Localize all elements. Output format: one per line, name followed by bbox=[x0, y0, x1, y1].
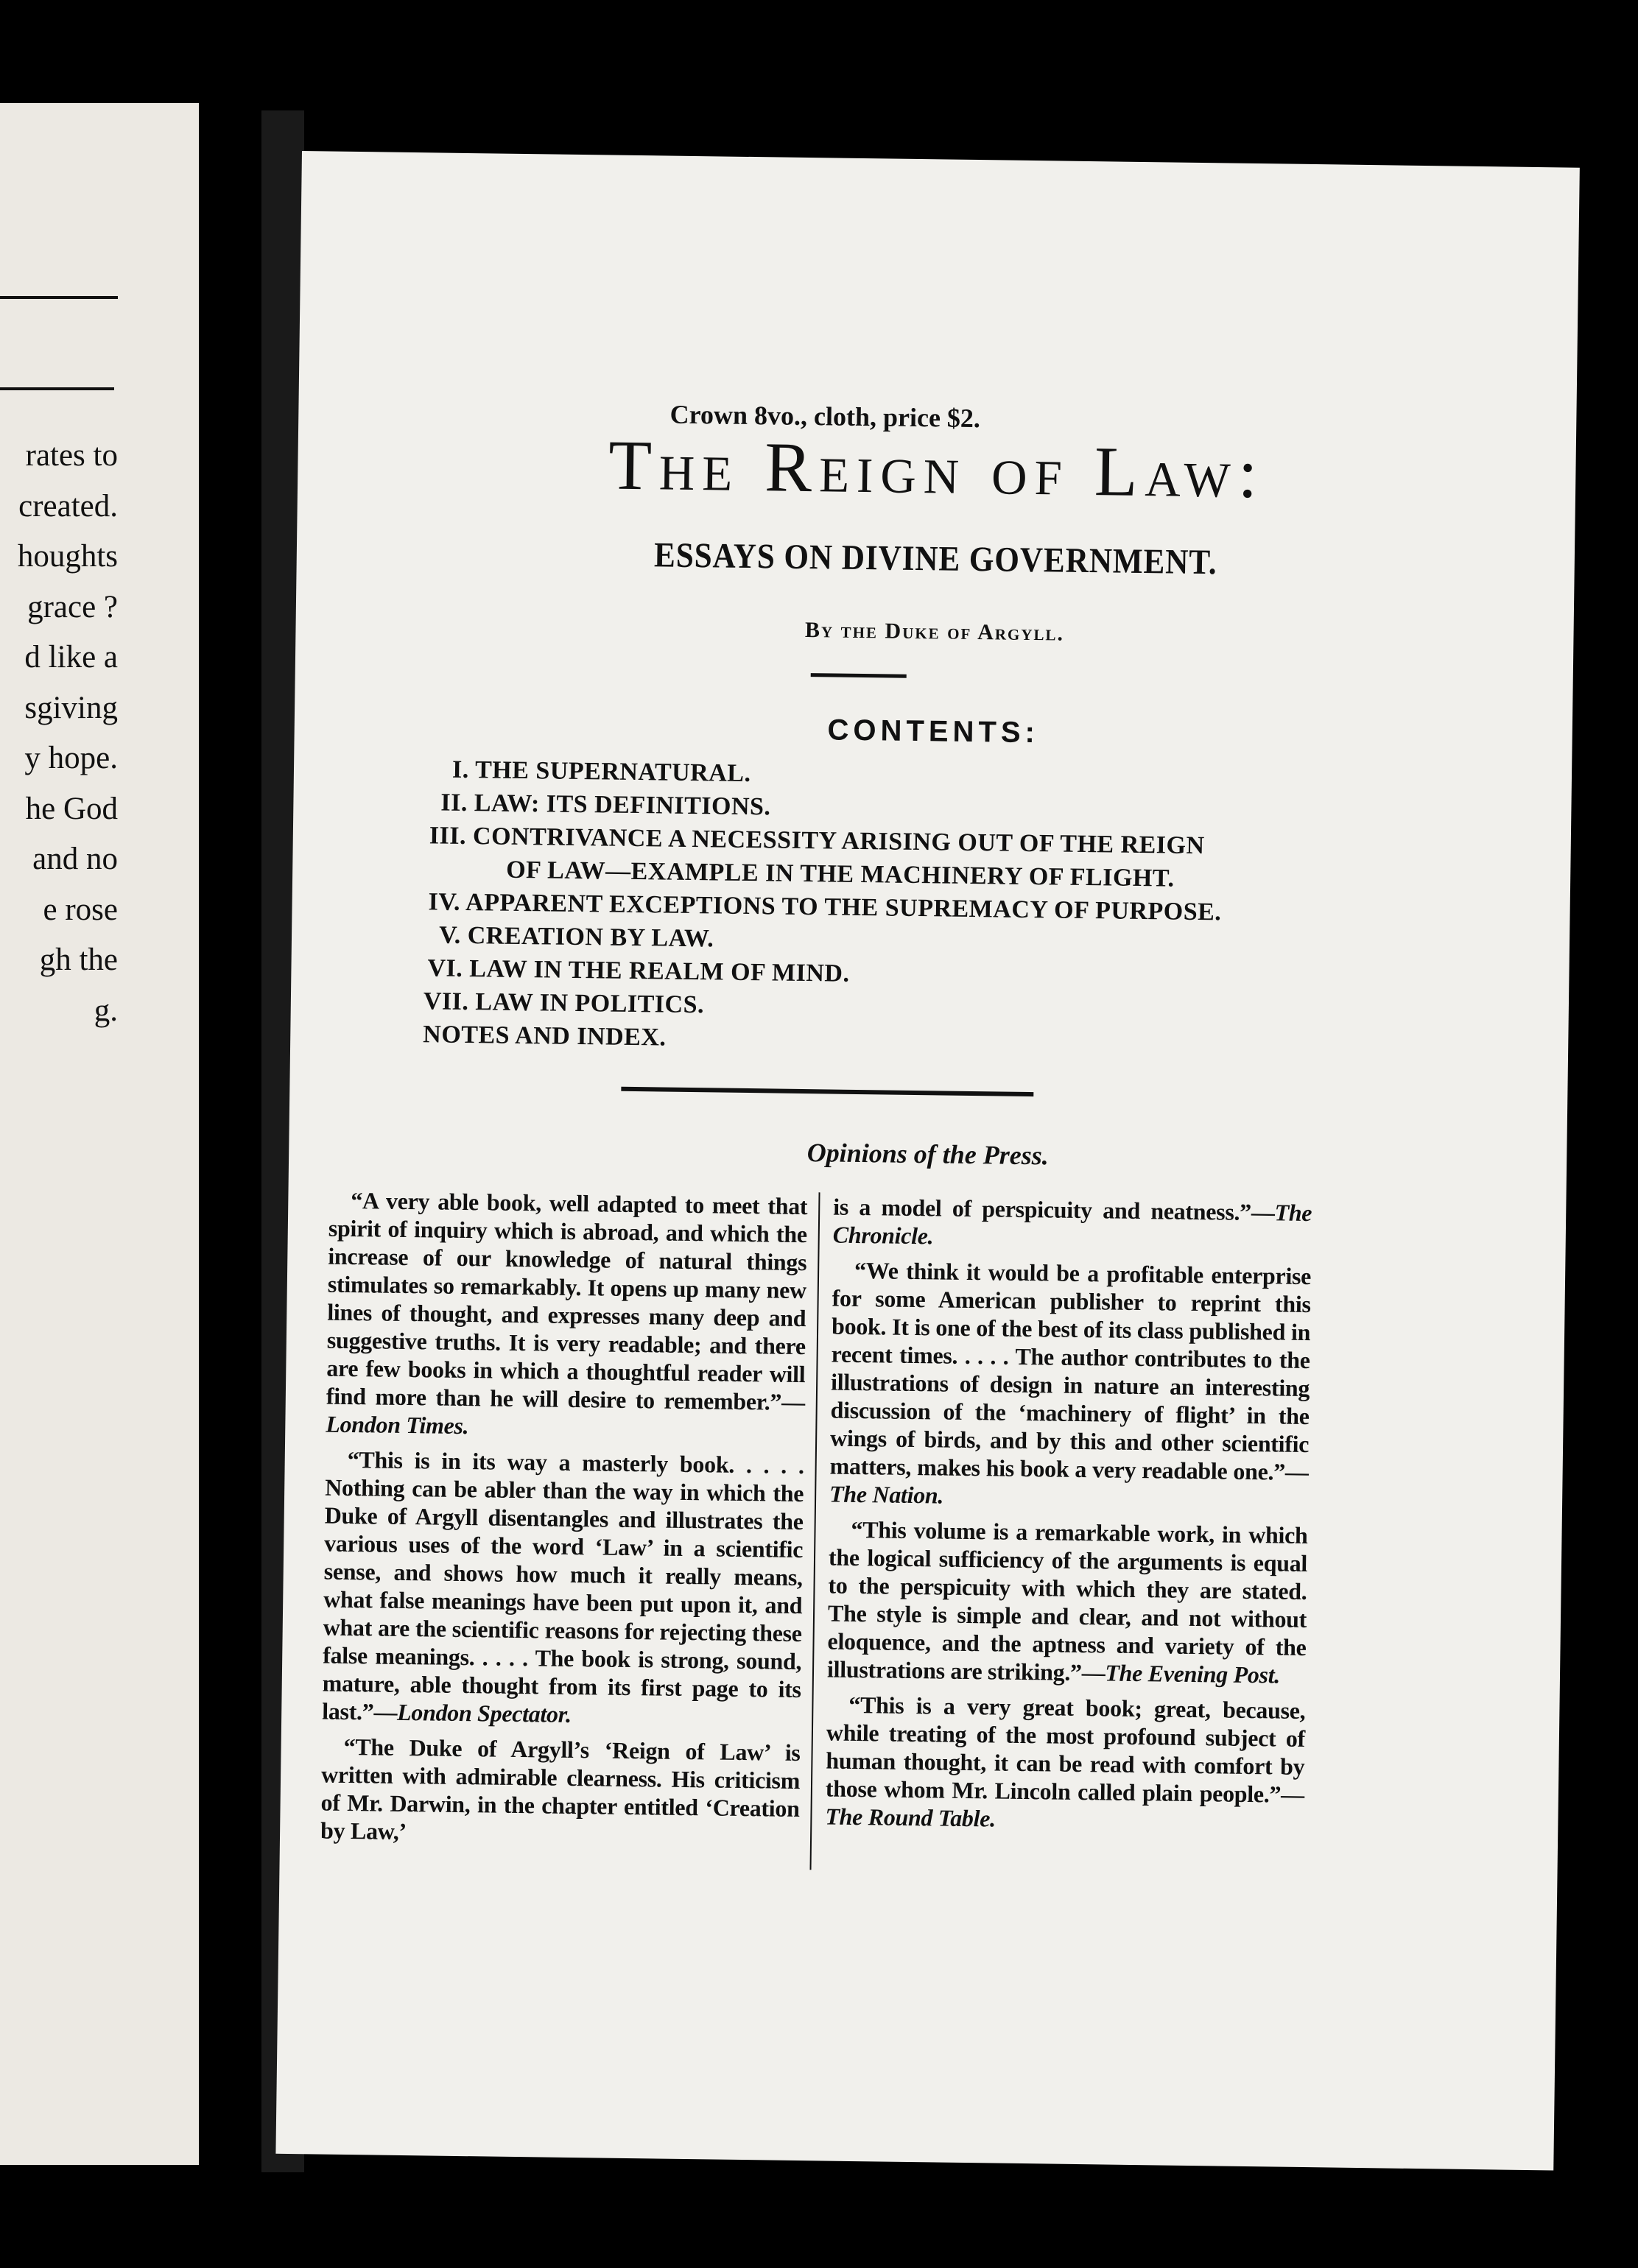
review-text: “We think it would be a profitable enterprise for some American publisher to reprint this book. It is one of the best of its class published in recent times. . . . . The author contributes to the illustrations of design in nature an interesting discussion of the ‘machinery of flight’ in the wings of birds, and by this and other scientific matters, makes his book a very readable one.”— bbox=[829, 1256, 1312, 1486]
left-page-line: and no bbox=[32, 842, 118, 876]
review-quote bbox=[326, 1186, 807, 1444]
left-page-line: grace ? bbox=[27, 589, 118, 624]
book-title: The Reign of Law: bbox=[608, 425, 1266, 513]
contents-item: VII. LAW IN POLITICS. bbox=[423, 987, 705, 1019]
contents-item: NOTES AND INDEX. bbox=[423, 1021, 667, 1052]
contents-item: V. CREATION BY LAW. bbox=[438, 921, 714, 953]
left-page-line: d like a bbox=[24, 640, 118, 675]
author-byline: By the Duke of Argyll. bbox=[804, 617, 1065, 646]
review-quote bbox=[827, 1515, 1308, 1689]
reviews-right-column bbox=[825, 1193, 1312, 1844]
contents-heading: CONTENTS: bbox=[827, 714, 1040, 750]
left-page-line: sgiving bbox=[24, 690, 118, 725]
contents-item: IV. APPARENT EXCEPTIONS TO THE SUPREMACY OF PURPOSE. bbox=[428, 888, 1222, 926]
advertisement-page bbox=[275, 151, 1579, 2170]
contents-list bbox=[423, 753, 1472, 1065]
review-quote bbox=[322, 1445, 804, 1731]
review-quote bbox=[829, 1256, 1311, 1514]
reviews-left-column bbox=[320, 1186, 808, 1858]
contents-item: I. THE SUPERNATURAL. bbox=[451, 756, 751, 788]
review-text: is a model of perspicuity and neatness.”— bbox=[833, 1193, 1275, 1226]
review-text: “The Duke of Argyll’s ‘Reign of Law’ is written with admirable clearness. His criticism of Mr. Darwin, in the chapter entitled ‘Creation by Law,’ bbox=[320, 1733, 801, 1845]
contents-item: II. LAW: ITS DEFINITIONS. bbox=[440, 789, 771, 821]
opinions-heading: Opinions of the Press. bbox=[806, 1138, 1050, 1171]
left-page-line: gh the bbox=[39, 943, 118, 977]
review-source: The Chronicle. bbox=[832, 1199, 1312, 1250]
column-divider bbox=[810, 1192, 820, 1870]
contents-item: III. CONTRIVANCE A NECESSITY ARISING OUT OF THE REIGN bbox=[429, 822, 1205, 860]
short-divider bbox=[811, 673, 907, 678]
book-subtitle: ESSAYS ON DIVINE GOVERNMENT. bbox=[653, 535, 1217, 582]
review-source: The Round Table. bbox=[825, 1803, 996, 1832]
contents-item: OF LAW—EXAMPLE IN THE MACHINERY OF FLIGHT. bbox=[506, 856, 1175, 892]
review-text: “This is a very great book; great, because, while treating of the most profound subject of human thought, it can be read with comfort by those whom Mr. Lincoln called plain people.”— bbox=[825, 1691, 1306, 1809]
left-facing-page bbox=[0, 103, 199, 2165]
left-page-line: he God bbox=[25, 791, 118, 826]
long-divider bbox=[621, 1087, 1033, 1096]
left-page-line: g. bbox=[94, 993, 118, 1028]
left-page-text bbox=[0, 431, 118, 1036]
review-quote bbox=[833, 1193, 1312, 1256]
review-source: The Evening Post. bbox=[1105, 1659, 1281, 1688]
left-page-line: e rose bbox=[43, 892, 118, 927]
left-page-line: rates to bbox=[25, 438, 118, 473]
review-text: “This volume is a remarkable work, in which the logical sufficiency of the arguments is equal to the perspicuity with which they are stated. The style is simple and clear, and not without eloquence, and the aptness and variety of the illustrations are striking.”— bbox=[826, 1515, 1308, 1686]
left-page-line: created. bbox=[18, 488, 118, 524]
review-text: “A very able book, well adapted to meet that spirit of inquiry which is abroad, and which the increase of our knowledge of natural things stimulates so remarkably. It opens up many new lines of thought, and expresses many deep and suggestive truths. It is very readable; and there are few books in which a thoughtful reader will find more than he will desire to remember.”— bbox=[326, 1186, 808, 1416]
left-page-rule-top bbox=[0, 296, 118, 299]
review-quote bbox=[320, 1733, 801, 1850]
review-source: London Times. bbox=[326, 1410, 469, 1440]
price-line: Crown 8vo., cloth, price $2. bbox=[669, 399, 981, 434]
contents-item: VI. LAW IN THE REALM OF MIND. bbox=[427, 954, 850, 987]
left-page-line: houghts bbox=[17, 539, 118, 574]
left-page-rule-bottom bbox=[0, 387, 114, 390]
left-page-line: y hope. bbox=[24, 741, 118, 775]
review-source: The Nation. bbox=[829, 1480, 944, 1509]
review-text: “This is in its way a masterly book. . . . . Nothing can be abler than the way in which the Duke of Argyll disentangles and illustrates the various uses of the word ‘Law’ in a scientific sense, and shows how much it really means, what false meanings have been put upon it, and what are the scientific reasons for rejecting these false meanings. . . . . The book is strong, sound, mature, able thought from its first page to its last.”— bbox=[322, 1445, 804, 1725]
review-quote bbox=[825, 1691, 1305, 1836]
review-source: London Spectator. bbox=[396, 1698, 572, 1728]
